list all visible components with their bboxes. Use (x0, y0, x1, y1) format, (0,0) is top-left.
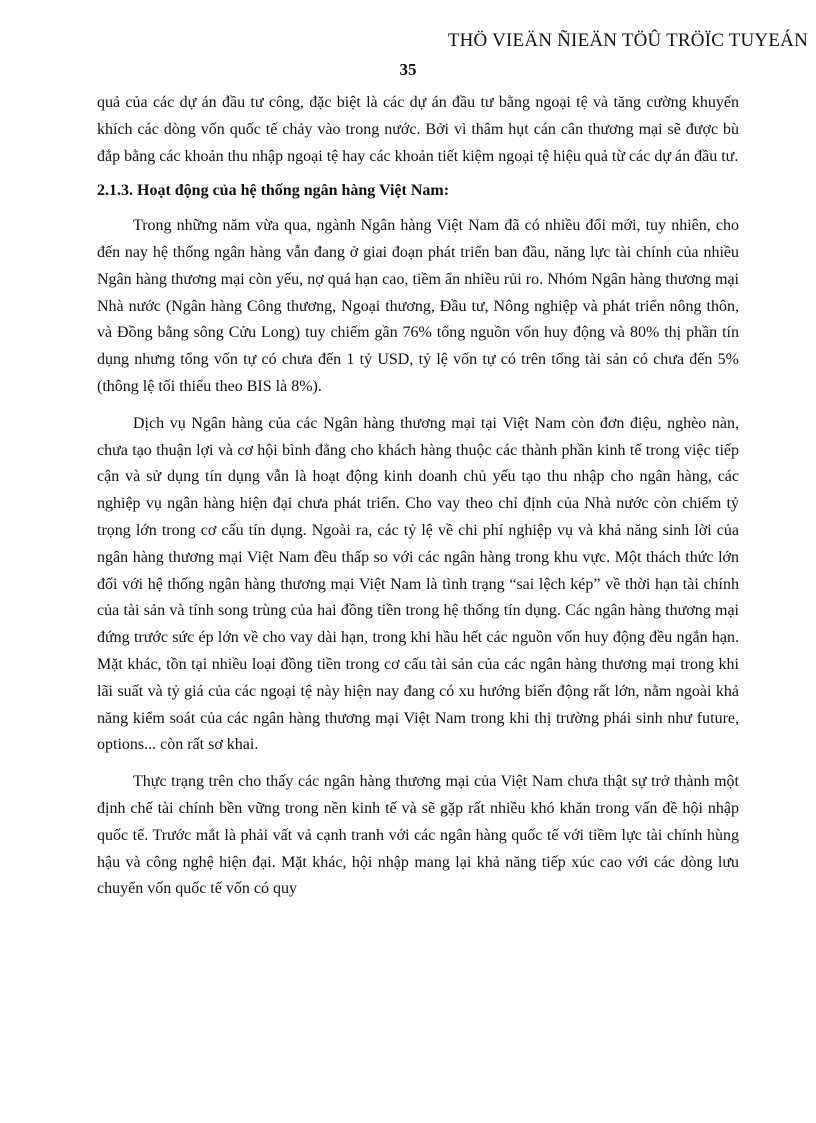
page-number: 35 (399, 60, 417, 79)
section-heading: 2.1.3. Hoạt động của hệ thống ngân hàng Việt Nam: (97, 182, 450, 200)
paragraph-banking-services: Dịch vụ Ngân hàng của các Ngân hàng thương mại tại Việt Nam còn đơn điệu, nghèo nàn, chưa tạo thuận lợi và cơ hội bình đẳng cho khách hàng thuộc các thành phần kinh tế trong việc tiếp cận và sử dụng tín dụng vẫn là hoạt động kinh doanh chủ yếu tạo thu nhập cho ngân hàng, các nghiệp vụ ngân hàng hiện đại chưa phát triển. Cho vay theo chỉ định của Nhà nước còn chiếm tỷ trọng lớn trong cơ cấu tín dụng. Ngoài ra, các tỷ lệ về chi phí nghiệp vụ và khả năng sinh lời của ngân hàng thương mại Việt Nam đều thấp so với các ngân hàng trong khu vực. Một thách thức lớn đối với hệ thống ngân hàng thương mại Việt Nam là tình trạng “sai lệch kép” về thời hạn tài chính của tài sản và tính song trùng của hai đồng tiền trong hệ thống tín dụng. Các ngân hàng thương mại đứng trước sức ép lớn về cho vay dài hạn, trong khi hầu hết các nguồn vốn huy động đều ngắn hạn. Mặt khác, tồn tại nhiều loại đồng tiền trong cơ cấu tài sản của các ngân hàng thương mại trong khi lãi suất và tỷ giá của các ngoại tệ này hiện nay đang có xu hướng biến động rất lớn, nằm ngoài khả năng kiểm soát của các ngân hàng thương mại Việt Nam trong khi thị trường phái sinh như future, options... còn rất sơ khai. (97, 414, 739, 754)
paragraph-banking-reform: Trong những năm vừa qua, ngành Ngân hàng Việt Nam đã có nhiều đổi mới, tuy nhiên, cho đến nay hệ thống ngân hàng vẫn đang ở giai đoạn phát triển ban đầu, năng lực tài chính của nhiều Ngân hàng thương mại còn yếu, nợ quá hạn cao, tiềm ẩn nhiều rủi ro. Nhóm Ngân hàng thương mại Nhà nước (Ngân hàng Công thương, Ngoại thương, Đầu tư, Nông nghiệp và phát triển nông thôn, và Đồng bằng sông Cửu Long) tuy chiếm gần 76% tổng nguồn vốn huy động và 80% thị phần tín dụng nhưng tổng vốn tự có chưa đến 1 tỷ USD, tỷ lệ vốn tự có trên tổng tài sản có chưa đến 5% (thông lệ tối thiểu theo BIS là 8%). (97, 217, 739, 395)
paragraph-integration-challenges: Thực trạng trên cho thấy các ngân hàng thương mại của Việt Nam chưa thật sự trở thành một định chế tài chính bền vững trong nền kinh tế và sẽ gặp rất nhiều khó khăn trong vấn đề hội nhập quốc tế. Trước mắt là phải vất vả cạnh tranh với các ngân hàng quốc tế với tiềm lực tài chính hùng hậu và công nghệ hiện đại. Mặt khác, hội nhập mang lại khả năng tiếp xúc cao với các dòng lưu chuyển vốn quốc tế vốn có quy (97, 773, 739, 898)
document-body (97, 90, 739, 903)
running-header: THÖ VIEÄN ÑIEÄN TÖÛ TRÖÏC TUYEÁN (447, 30, 808, 51)
intro-paragraph: quả của các dự án đầu tư công, đặc biệt là các dự án đầu tư bằng ngoại tệ và tăng cường khuyến khích các dòng vốn quốc tế chảy vào trong nước. Bởi vì thâm hụt cán cân thương mại sẽ được bù đắp bằng các khoản thu nhập ngoại tệ hay các khoản tiết kiệm ngoại tệ hiệu quả từ các dự án đầu tư. (97, 94, 739, 165)
